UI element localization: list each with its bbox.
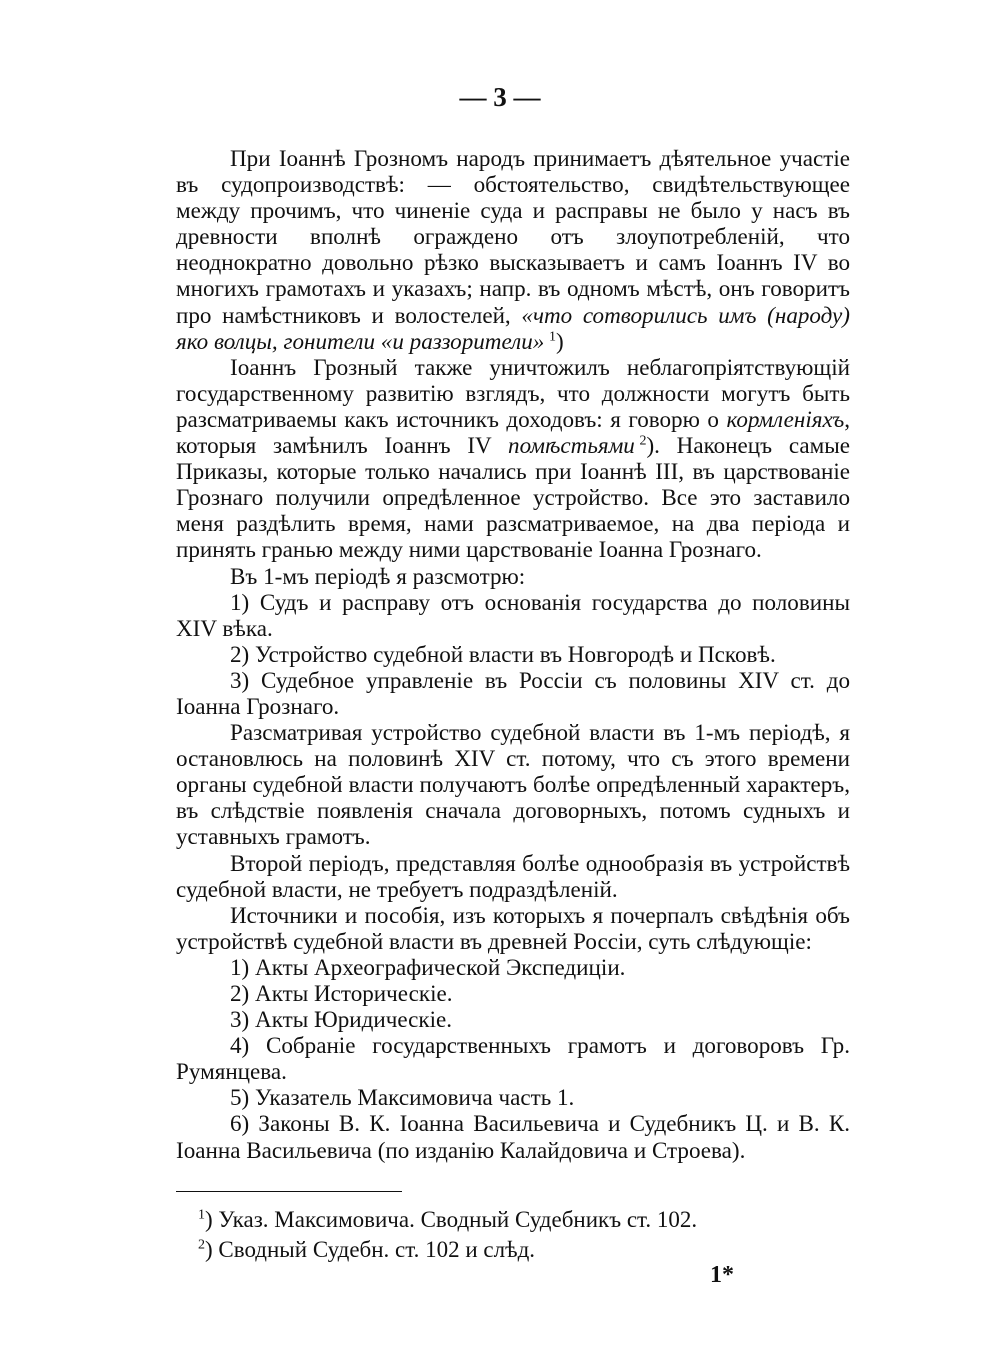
list-item-period-1: 1) Судъ и расправу отъ основанія государства до половины XIV вѣка. <box>176 588 850 641</box>
page-number: — 3 — <box>459 82 541 112</box>
printer-signature-mark: 1* <box>710 1262 734 1288</box>
quote: «что сотворились имъ (народу) яко волцы, гонители «и раззорители» <box>176 301 850 354</box>
list-item-source-5: 5) Указатель Максимовича часть 1. <box>230 1084 575 1111</box>
term-kormleniya: кормленіяхъ <box>726 405 845 432</box>
body-text <box>176 145 850 1163</box>
footnote-ref-2: 2 <box>639 433 647 449</box>
footnote-1: $^1$) Указ. Максимовича. Сводный Судебникъ ст. 102. <box>198 1207 698 1232</box>
paragraph-1: При Іоаннѣ Грозномъ народъ принимаетъ дѣятельное участіе въ судопроизводствѣ: — обстоятельство, свидѣтельствующее между прочимъ, что чиненіе суда и расправы не было у насъ въ древности вполнѣ ограждено отъ злоупотребленій, что неоднократно довольно рѣзко высказываетъ и самъ Іоаннъ IV во многихъ грамотахъ и указахъ; напр. въ одномъ мѣстѣ, онъ говоритъ про намѣстниковъ и волостелей, «что сотворились имъ (народу) яко волцы, гонители «и раззорители» $^1$) <box>176 145 850 354</box>
footnote-ref-1: 1 <box>548 328 556 344</box>
paragraph-2: Іоаннъ Грозный также уничтожилъ неблагопріятствующій государственному развитію взглядъ, что должности могутъ быть разсматриваемы какъ источникъ доходовъ: я говорю о кормленіяхъ, которыя замѣнилъ Іоаннъ IV помѣстьями $^2$). Наконецъ самые Приказы, которые только начались при Іоаннѣ III, въ царствованіе Грознаго получили опредѣленное устройство. Все это заставило меня раздѣлить время, нами разсматриваемое, на два періода и принять гранью между ними царствованіе Іоанна Грознаго. <box>176 353 850 563</box>
footnote-2: $^2$) Сводный Судебн. ст. 102 и слѣд. <box>198 1237 536 1262</box>
footnote-marker-1: 1 <box>198 1207 205 1223</box>
paragraph-4: Разсматривая устройство судебной власти въ 1-мъ періодѣ, я остановлюсь на половинѣ XIV ст. потому, что съ этого времени органы судебной власти получаютъ болѣе опредѣленный характеръ, въ слѣдствіе появленія сначала договорныхъ, потомъ судныхъ и уставныхъ грамотъ. <box>176 719 850 850</box>
list-item-source-4: 4) Собраніе государственныхъ грамотъ и договоровъ Гр. Румянцева. <box>176 1032 850 1085</box>
footnote-divider <box>176 1191 402 1192</box>
list-item-source-1: 1) Акты Археографической Экспедиціи. <box>230 953 626 980</box>
footnote-marker-2: 2 <box>198 1237 205 1253</box>
list-item-source-6: 6) Законы В. К. Іоанна Васильевича и Судебникъ Ц. и В. К. Іоанна Васильевича (по изданію Калайдовича и Строева). <box>176 1110 850 1163</box>
list-item-period-2: 2) Устройство судебной власти въ Новгородѣ и Псковѣ. <box>230 640 776 667</box>
footnotes <box>176 1205 850 1265</box>
list-item-source-2: 2) Акты Историческіе. <box>230 980 453 1006</box>
list-item-period-3: 3) Судебное управленіе въ Россіи съ половины XIV ст. до Іоанна Грознаго. <box>176 666 850 719</box>
paragraph-5: Второй періодъ, представляя болѣе однообразія въ устройствѣ судебной власти, не требуетъ подраздѣленій. <box>176 849 850 902</box>
paragraph-3: Въ 1-мъ періодѣ я разсмотрю: <box>230 562 526 589</box>
paragraph-6: Источники и пособія, изъ которыхъ я почерпалъ свѣдѣнія объ устройствѣ судебной власти въ древней Россіи, суть слѣдующіе: <box>176 901 850 954</box>
list-item-source-3: 3) Акты Юридическіе. <box>230 1006 453 1033</box>
term-pomestya: помѣстьями <box>508 432 635 459</box>
